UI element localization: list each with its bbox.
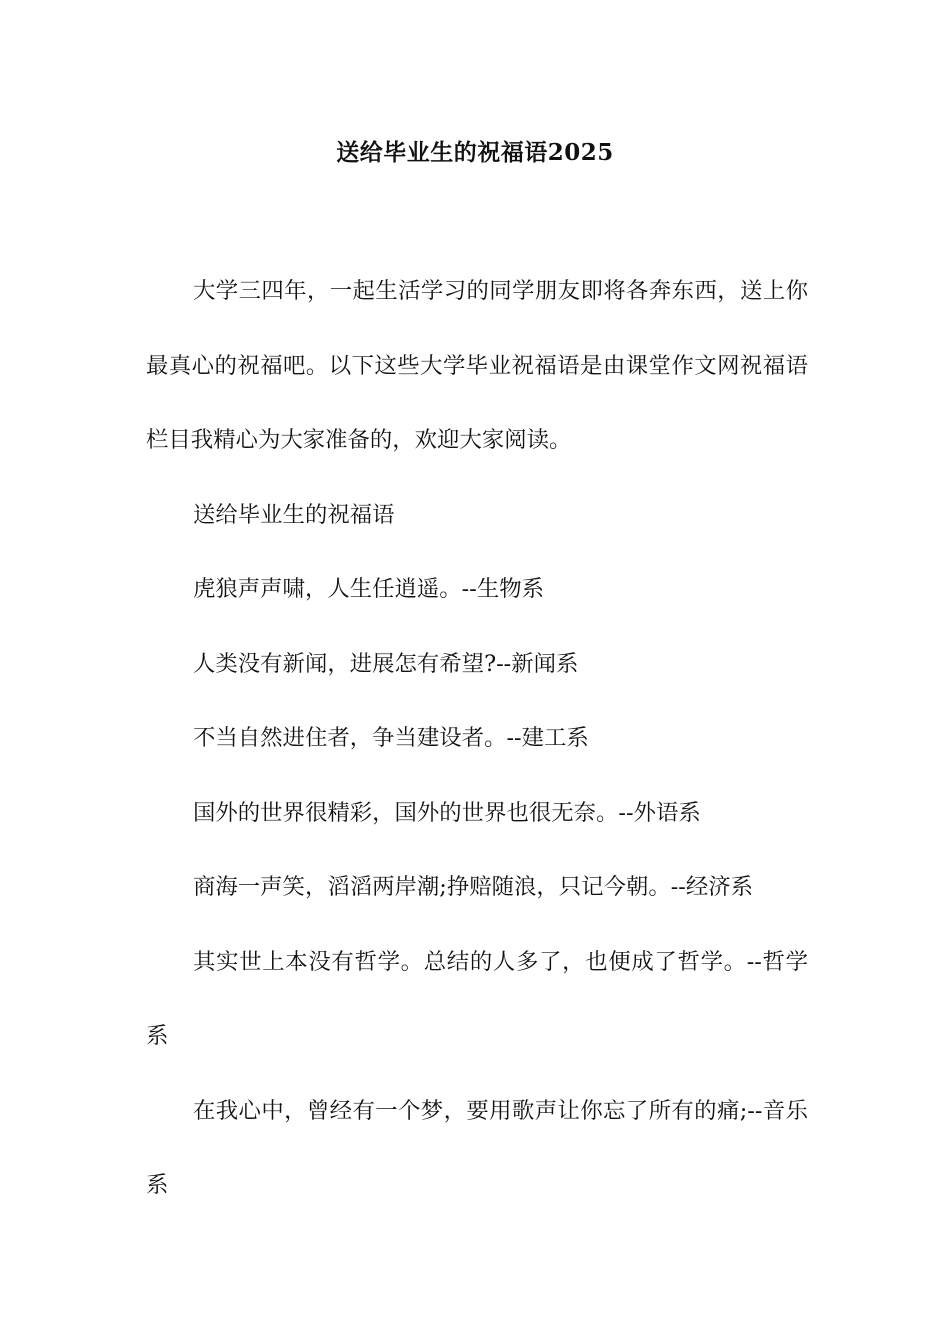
blessing-line: 国外的世界很精彩，国外的世界也很无奈。--外语系 [193, 799, 701, 826]
intro-paragraph: 大学三四年，一起生活学习的同学朋友即将各奔东西，送上你最真心的祝福吧。以下这些大学毕业祝福语是由课堂作文网祝福语栏目我精心为大家准备的，欢迎大家阅读。 [146, 278, 808, 453]
document-body [146, 254, 808, 1223]
document-title: 送给毕业生的祝福语2025 [336, 139, 614, 166]
blessing-line: 其实世上本没有哲学。总结的人多了，也便成了哲学。--哲学系 [146, 948, 808, 1049]
blessing-line: 不当自然进住者，争当建设者。--建工系 [193, 725, 589, 751]
blessing-line: 虎狼声声啸，人生任逍遥。--生物系 [193, 576, 544, 602]
blessing-line: 在我心中，曾经有一个梦，要用歌声让你忘了所有的痛;--音乐系 [146, 1097, 808, 1198]
section-heading: 送给毕业生的祝福语 [193, 501, 395, 528]
blessing-line: 人类没有新闻，进展怎有希望?--新闻系 [193, 650, 579, 677]
blessing-line: 商海一声笑，滔滔两岸潮;挣赔随浪，只记今朝。--经济系 [193, 874, 754, 900]
